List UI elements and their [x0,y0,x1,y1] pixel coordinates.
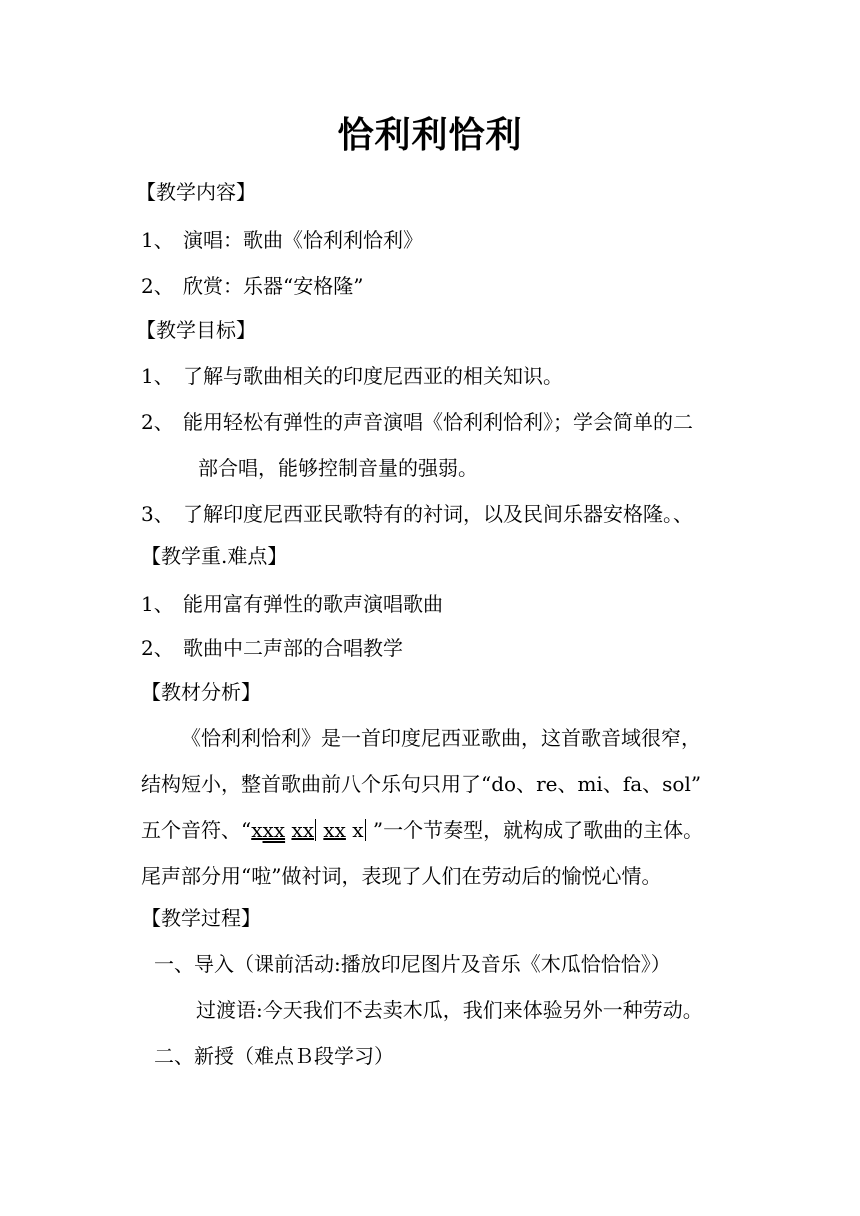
list-item [141,500,693,528]
process-transition: 过渡语:今天我们不去卖木瓜，我们来体验另外一种劳动。 [196,998,703,1022]
list-item-text: 歌曲中二声部的合唱教学 [183,636,403,660]
rhythm-note: xx [262,818,286,842]
section-heading-analysis: 【教材分析】 [141,680,261,704]
list-item [141,362,563,390]
paragraph-line: 《恰利利恰利》是一首印度尼西亚歌曲，这首歌音域很窄， [181,726,701,750]
list-item-number: 3、 [141,502,174,526]
list-item [141,272,363,300]
list-item-text: 演唱：歌曲《恰利利恰利》 [183,228,423,252]
section-heading-process: 【教学过程】 [141,906,261,930]
list-item-number: 2、 [141,636,174,660]
list-item-continuation: 部合唱，能够控制音量的强弱。 [198,456,478,480]
section-heading-goals: 【教学目标】 [136,318,256,342]
list-item-number: 1、 [141,228,174,252]
process-step: 一、导入（课前活动:播放印尼图片及音乐《木瓜恰恰恰》） [154,952,671,976]
paragraph-line-rhythm [141,816,703,844]
rhythm-note: x [352,818,364,842]
process-step: 二、新授（难点Ｂ段学习） [154,1044,394,1068]
list-item-number: 1、 [141,592,174,616]
list-item [141,226,423,254]
paragraph-line: 尾声部分用“啦”做衬词，表现了人们在劳动后的愉悦心情。 [141,864,662,888]
rhythm-notation [251,818,366,842]
rhythm-note: xx [323,818,346,842]
list-item [141,408,693,436]
list-item-text: 了解与歌曲相关的印度尼西亚的相关知识。 [183,364,563,388]
list-item-number: 1、 [141,364,174,388]
bar-line [315,819,316,841]
rhythm-note: x [251,818,263,842]
list-item-text: 欣赏：乐器“安格隆” [183,274,364,298]
list-item-text: 能用富有弹性的歌声演唱歌曲 [183,592,443,616]
list-item-text: 能用轻松有弹性的声音演唱《恰利利恰利》；学会简单的二 [183,410,693,434]
list-item-text: 了解印度尼西亚民歌特有的衬词，以及民间乐器安格隆。、 [183,502,693,526]
section-heading-content: 【教学内容】 [136,180,256,204]
paragraph-line: 结构短小，整首歌曲前八个乐句只用了“do、re、mi、fa、sol” [141,772,702,796]
list-item-number: 2、 [141,274,174,298]
paragraph-text: 五个音符、“ [141,818,252,842]
section-heading-key-points: 【教学重.难点】 [141,544,288,568]
bar-line [365,819,366,841]
list-item [141,590,443,618]
list-item [141,634,403,662]
page-title: 恰利利恰利 [337,115,523,156]
rhythm-note: xx [291,818,314,842]
list-item-number: 2、 [141,410,174,434]
paragraph-text: ”一个节奏型，就构成了歌曲的主体。 [372,818,704,842]
